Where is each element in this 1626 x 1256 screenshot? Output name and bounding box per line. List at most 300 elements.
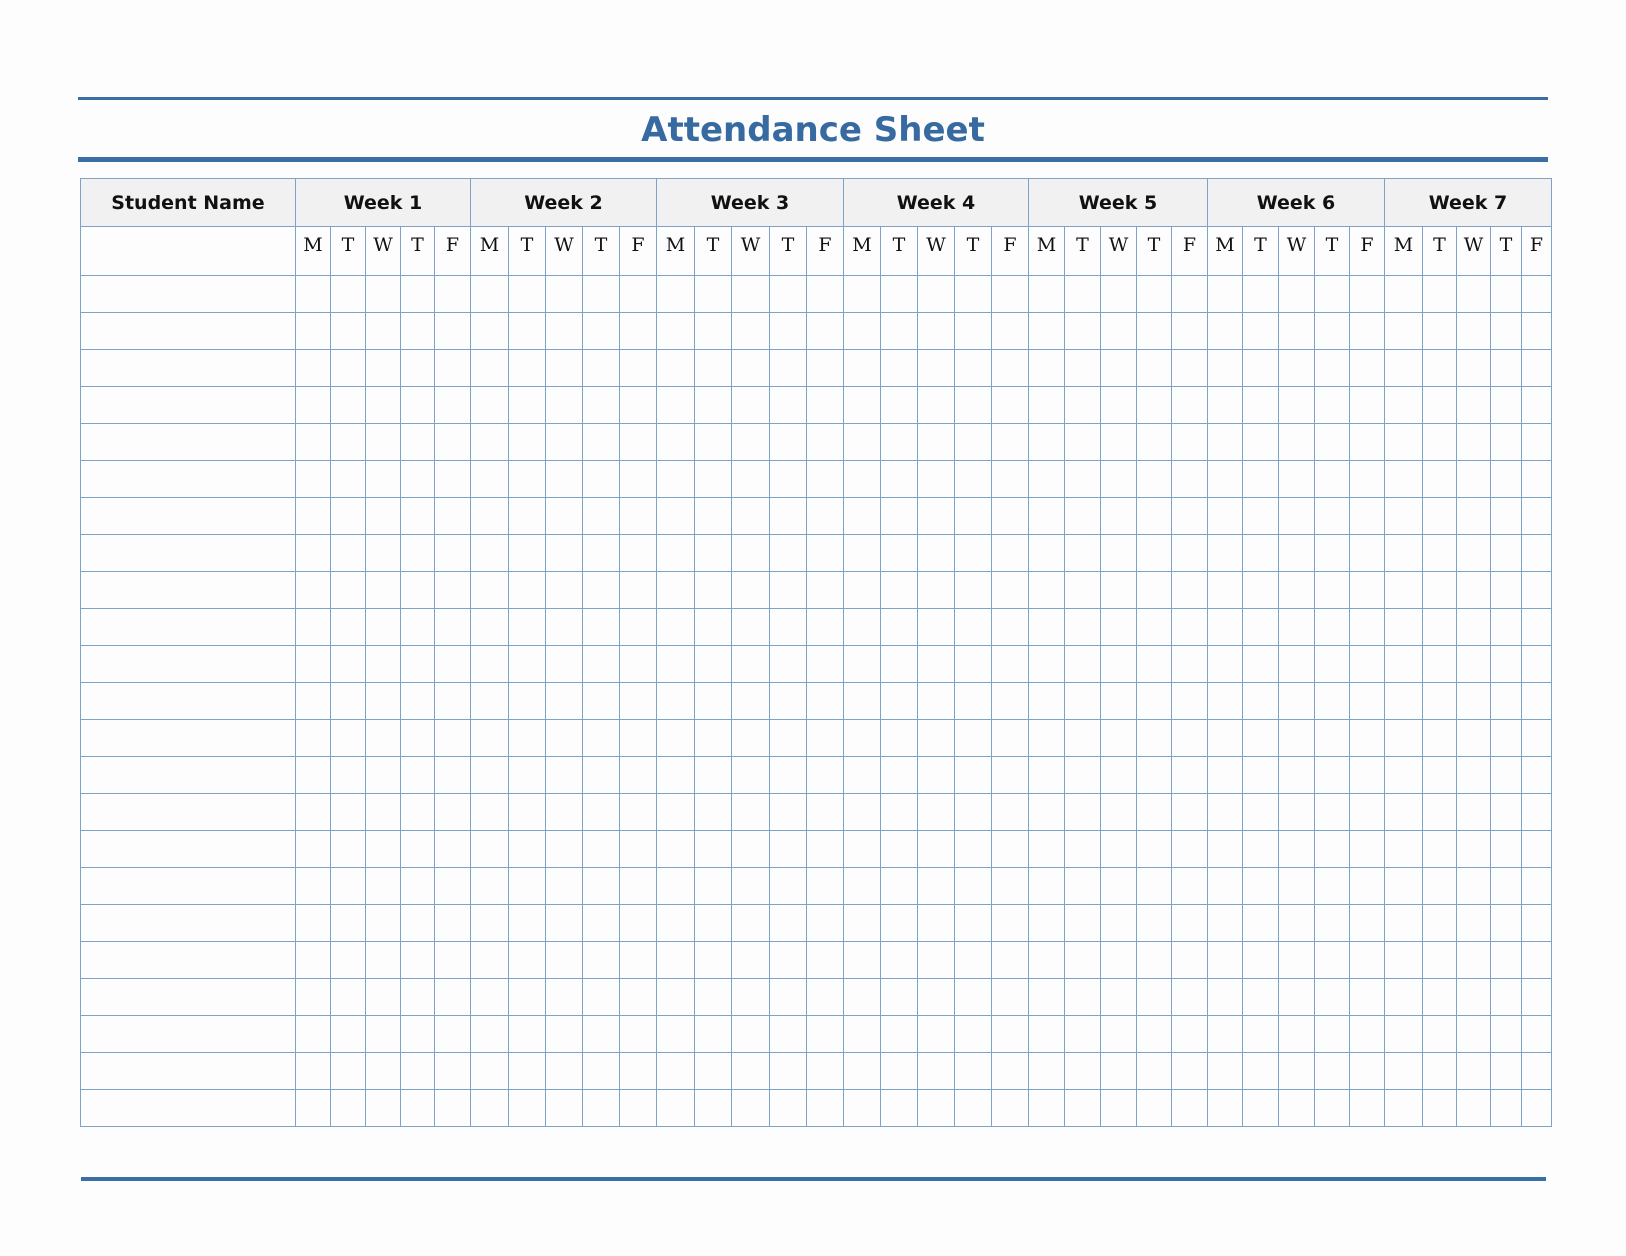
attendance-cell[interactable] bbox=[732, 461, 770, 498]
attendance-cell[interactable] bbox=[1243, 387, 1279, 424]
attendance-cell[interactable] bbox=[1350, 387, 1385, 424]
attendance-cell[interactable] bbox=[583, 276, 620, 313]
attendance-cell[interactable] bbox=[1350, 1053, 1385, 1090]
attendance-cell[interactable] bbox=[881, 757, 918, 794]
attendance-cell[interactable] bbox=[620, 1016, 657, 1053]
attendance-cell[interactable] bbox=[435, 535, 471, 572]
attendance-cell[interactable] bbox=[435, 387, 471, 424]
attendance-cell[interactable] bbox=[1279, 313, 1315, 350]
student-name-cell[interactable] bbox=[81, 535, 296, 572]
attendance-cell[interactable] bbox=[844, 757, 881, 794]
attendance-cell[interactable] bbox=[1423, 1053, 1457, 1090]
attendance-cell[interactable] bbox=[471, 905, 509, 942]
attendance-cell[interactable] bbox=[296, 646, 331, 683]
attendance-cell[interactable] bbox=[1279, 1090, 1315, 1127]
attendance-cell[interactable] bbox=[331, 794, 366, 831]
attendance-cell[interactable] bbox=[1208, 498, 1243, 535]
attendance-cell[interactable] bbox=[695, 646, 732, 683]
attendance-cell[interactable] bbox=[1315, 424, 1350, 461]
attendance-cell[interactable] bbox=[1101, 831, 1137, 868]
attendance-cell[interactable] bbox=[1137, 535, 1172, 572]
attendance-cell[interactable] bbox=[366, 424, 401, 461]
student-name-cell[interactable] bbox=[81, 609, 296, 646]
attendance-cell[interactable] bbox=[1101, 757, 1137, 794]
attendance-cell[interactable] bbox=[1385, 757, 1423, 794]
attendance-cell[interactable] bbox=[331, 276, 366, 313]
attendance-cell[interactable] bbox=[807, 1090, 844, 1127]
attendance-cell[interactable] bbox=[331, 868, 366, 905]
student-name-cell[interactable] bbox=[81, 387, 296, 424]
attendance-cell[interactable] bbox=[881, 831, 918, 868]
attendance-cell[interactable] bbox=[1522, 461, 1552, 498]
attendance-cell[interactable] bbox=[1315, 646, 1350, 683]
attendance-cell[interactable] bbox=[1491, 868, 1522, 905]
attendance-cell[interactable] bbox=[1315, 313, 1350, 350]
attendance-cell[interactable] bbox=[1315, 868, 1350, 905]
attendance-cell[interactable] bbox=[509, 424, 546, 461]
attendance-cell[interactable] bbox=[844, 498, 881, 535]
attendance-cell[interactable] bbox=[844, 276, 881, 313]
attendance-cell[interactable] bbox=[1137, 387, 1172, 424]
attendance-cell[interactable] bbox=[1423, 276, 1457, 313]
attendance-cell[interactable] bbox=[881, 720, 918, 757]
attendance-cell[interactable] bbox=[770, 979, 807, 1016]
attendance-cell[interactable] bbox=[435, 1090, 471, 1127]
attendance-cell[interactable] bbox=[992, 313, 1029, 350]
attendance-cell[interactable] bbox=[992, 461, 1029, 498]
attendance-cell[interactable] bbox=[1423, 461, 1457, 498]
attendance-cell[interactable] bbox=[1491, 757, 1522, 794]
attendance-cell[interactable] bbox=[657, 498, 695, 535]
attendance-cell[interactable] bbox=[770, 535, 807, 572]
attendance-cell[interactable] bbox=[918, 535, 955, 572]
attendance-cell[interactable] bbox=[546, 720, 583, 757]
attendance-cell[interactable] bbox=[807, 1053, 844, 1090]
attendance-cell[interactable] bbox=[657, 1016, 695, 1053]
attendance-cell[interactable] bbox=[1208, 387, 1243, 424]
attendance-cell[interactable] bbox=[732, 1090, 770, 1127]
attendance-cell[interactable] bbox=[1491, 1090, 1522, 1127]
attendance-cell[interactable] bbox=[657, 461, 695, 498]
attendance-cell[interactable] bbox=[471, 1016, 509, 1053]
attendance-cell[interactable] bbox=[1315, 1016, 1350, 1053]
attendance-cell[interactable] bbox=[657, 609, 695, 646]
attendance-cell[interactable] bbox=[807, 979, 844, 1016]
attendance-cell[interactable] bbox=[695, 498, 732, 535]
attendance-cell[interactable] bbox=[583, 868, 620, 905]
attendance-cell[interactable] bbox=[620, 276, 657, 313]
attendance-cell[interactable] bbox=[695, 905, 732, 942]
attendance-cell[interactable] bbox=[1137, 350, 1172, 387]
attendance-cell[interactable] bbox=[657, 757, 695, 794]
attendance-cell[interactable] bbox=[1137, 720, 1172, 757]
attendance-cell[interactable] bbox=[583, 683, 620, 720]
attendance-cell[interactable] bbox=[366, 535, 401, 572]
attendance-cell[interactable] bbox=[546, 535, 583, 572]
attendance-cell[interactable] bbox=[1522, 942, 1552, 979]
attendance-cell[interactable] bbox=[770, 461, 807, 498]
attendance-cell[interactable] bbox=[296, 387, 331, 424]
attendance-cell[interactable] bbox=[1457, 572, 1491, 609]
student-name-cell[interactable] bbox=[81, 1053, 296, 1090]
attendance-cell[interactable] bbox=[1457, 831, 1491, 868]
attendance-cell[interactable] bbox=[992, 720, 1029, 757]
attendance-cell[interactable] bbox=[807, 1016, 844, 1053]
attendance-cell[interactable] bbox=[1101, 1053, 1137, 1090]
attendance-cell[interactable] bbox=[331, 313, 366, 350]
attendance-cell[interactable] bbox=[583, 313, 620, 350]
attendance-cell[interactable] bbox=[1522, 1016, 1552, 1053]
attendance-cell[interactable] bbox=[331, 424, 366, 461]
attendance-cell[interactable] bbox=[1065, 609, 1101, 646]
attendance-cell[interactable] bbox=[296, 794, 331, 831]
attendance-cell[interactable] bbox=[1172, 794, 1208, 831]
attendance-cell[interactable] bbox=[770, 683, 807, 720]
attendance-cell[interactable] bbox=[366, 868, 401, 905]
attendance-cell[interactable] bbox=[1350, 683, 1385, 720]
attendance-cell[interactable] bbox=[296, 350, 331, 387]
attendance-cell[interactable] bbox=[1279, 609, 1315, 646]
attendance-cell[interactable] bbox=[471, 387, 509, 424]
attendance-cell[interactable] bbox=[509, 1016, 546, 1053]
attendance-cell[interactable] bbox=[695, 572, 732, 609]
attendance-cell[interactable] bbox=[770, 905, 807, 942]
attendance-cell[interactable] bbox=[366, 720, 401, 757]
attendance-cell[interactable] bbox=[657, 387, 695, 424]
attendance-cell[interactable] bbox=[1065, 683, 1101, 720]
attendance-cell[interactable] bbox=[657, 868, 695, 905]
attendance-cell[interactable] bbox=[1522, 387, 1552, 424]
attendance-cell[interactable] bbox=[401, 461, 435, 498]
attendance-cell[interactable] bbox=[546, 387, 583, 424]
attendance-cell[interactable] bbox=[1137, 831, 1172, 868]
attendance-cell[interactable] bbox=[1243, 609, 1279, 646]
attendance-cell[interactable] bbox=[695, 313, 732, 350]
attendance-cell[interactable] bbox=[296, 1053, 331, 1090]
attendance-cell[interactable] bbox=[657, 1053, 695, 1090]
attendance-cell[interactable] bbox=[1101, 387, 1137, 424]
attendance-cell[interactable] bbox=[807, 720, 844, 757]
attendance-cell[interactable] bbox=[1065, 498, 1101, 535]
attendance-cell[interactable] bbox=[881, 350, 918, 387]
attendance-cell[interactable] bbox=[296, 868, 331, 905]
attendance-cell[interactable] bbox=[1423, 720, 1457, 757]
attendance-cell[interactable] bbox=[695, 350, 732, 387]
student-name-cell[interactable] bbox=[81, 313, 296, 350]
attendance-cell[interactable] bbox=[1101, 276, 1137, 313]
attendance-cell[interactable] bbox=[1065, 868, 1101, 905]
attendance-cell[interactable] bbox=[509, 461, 546, 498]
attendance-cell[interactable] bbox=[1315, 498, 1350, 535]
attendance-cell[interactable] bbox=[881, 498, 918, 535]
attendance-cell[interactable] bbox=[657, 942, 695, 979]
student-name-cell[interactable] bbox=[81, 683, 296, 720]
attendance-cell[interactable] bbox=[1065, 461, 1101, 498]
attendance-cell[interactable] bbox=[1279, 572, 1315, 609]
attendance-cell[interactable] bbox=[620, 683, 657, 720]
attendance-cell[interactable] bbox=[435, 1016, 471, 1053]
attendance-cell[interactable] bbox=[992, 609, 1029, 646]
attendance-cell[interactable] bbox=[992, 276, 1029, 313]
attendance-cell[interactable] bbox=[1172, 387, 1208, 424]
attendance-cell[interactable] bbox=[881, 1090, 918, 1127]
attendance-cell[interactable] bbox=[807, 424, 844, 461]
attendance-cell[interactable] bbox=[695, 757, 732, 794]
attendance-cell[interactable] bbox=[844, 461, 881, 498]
attendance-cell[interactable] bbox=[955, 535, 992, 572]
attendance-cell[interactable] bbox=[331, 831, 366, 868]
attendance-cell[interactable] bbox=[1522, 757, 1552, 794]
attendance-cell[interactable] bbox=[1172, 905, 1208, 942]
attendance-cell[interactable] bbox=[955, 276, 992, 313]
attendance-cell[interactable] bbox=[844, 1053, 881, 1090]
attendance-cell[interactable] bbox=[296, 276, 331, 313]
attendance-cell[interactable] bbox=[1491, 720, 1522, 757]
attendance-cell[interactable] bbox=[1423, 831, 1457, 868]
attendance-cell[interactable] bbox=[1457, 794, 1491, 831]
attendance-cell[interactable] bbox=[1423, 794, 1457, 831]
attendance-cell[interactable] bbox=[471, 720, 509, 757]
attendance-cell[interactable] bbox=[918, 387, 955, 424]
attendance-cell[interactable] bbox=[1029, 868, 1065, 905]
attendance-cell[interactable] bbox=[401, 1090, 435, 1127]
attendance-cell[interactable] bbox=[546, 757, 583, 794]
attendance-cell[interactable] bbox=[918, 1090, 955, 1127]
attendance-cell[interactable] bbox=[657, 313, 695, 350]
attendance-cell[interactable] bbox=[1491, 424, 1522, 461]
attendance-cell[interactable] bbox=[1279, 905, 1315, 942]
attendance-cell[interactable] bbox=[366, 942, 401, 979]
attendance-cell[interactable] bbox=[1208, 572, 1243, 609]
attendance-cell[interactable] bbox=[1385, 720, 1423, 757]
attendance-cell[interactable] bbox=[770, 1016, 807, 1053]
attendance-cell[interactable] bbox=[881, 276, 918, 313]
attendance-cell[interactable] bbox=[992, 535, 1029, 572]
attendance-cell[interactable] bbox=[401, 535, 435, 572]
attendance-cell[interactable] bbox=[1029, 535, 1065, 572]
attendance-cell[interactable] bbox=[435, 831, 471, 868]
attendance-cell[interactable] bbox=[1137, 683, 1172, 720]
attendance-cell[interactable] bbox=[296, 572, 331, 609]
attendance-cell[interactable] bbox=[509, 683, 546, 720]
attendance-cell[interactable] bbox=[1457, 461, 1491, 498]
attendance-cell[interactable] bbox=[955, 461, 992, 498]
attendance-cell[interactable] bbox=[1172, 276, 1208, 313]
attendance-cell[interactable] bbox=[401, 572, 435, 609]
attendance-cell[interactable] bbox=[1315, 794, 1350, 831]
attendance-cell[interactable] bbox=[657, 831, 695, 868]
attendance-cell[interactable] bbox=[331, 757, 366, 794]
attendance-cell[interactable] bbox=[1101, 905, 1137, 942]
attendance-cell[interactable] bbox=[657, 794, 695, 831]
attendance-cell[interactable] bbox=[620, 461, 657, 498]
attendance-cell[interactable] bbox=[1101, 535, 1137, 572]
attendance-cell[interactable] bbox=[401, 424, 435, 461]
attendance-cell[interactable] bbox=[471, 535, 509, 572]
attendance-cell[interactable] bbox=[1065, 313, 1101, 350]
attendance-cell[interactable] bbox=[992, 1090, 1029, 1127]
attendance-cell[interactable] bbox=[583, 387, 620, 424]
attendance-cell[interactable] bbox=[1423, 646, 1457, 683]
attendance-cell[interactable] bbox=[1522, 905, 1552, 942]
attendance-cell[interactable] bbox=[1423, 683, 1457, 720]
attendance-cell[interactable] bbox=[583, 498, 620, 535]
attendance-cell[interactable] bbox=[401, 757, 435, 794]
attendance-cell[interactable] bbox=[1522, 831, 1552, 868]
attendance-cell[interactable] bbox=[1208, 609, 1243, 646]
attendance-cell[interactable] bbox=[401, 646, 435, 683]
attendance-cell[interactable] bbox=[1243, 1053, 1279, 1090]
attendance-cell[interactable] bbox=[918, 831, 955, 868]
attendance-cell[interactable] bbox=[1172, 720, 1208, 757]
attendance-cell[interactable] bbox=[366, 276, 401, 313]
attendance-cell[interactable] bbox=[1029, 387, 1065, 424]
attendance-cell[interactable] bbox=[1279, 757, 1315, 794]
attendance-cell[interactable] bbox=[620, 535, 657, 572]
attendance-cell[interactable] bbox=[1491, 646, 1522, 683]
attendance-cell[interactable] bbox=[471, 979, 509, 1016]
attendance-cell[interactable] bbox=[509, 794, 546, 831]
attendance-cell[interactable] bbox=[435, 572, 471, 609]
attendance-cell[interactable] bbox=[955, 1053, 992, 1090]
attendance-cell[interactable] bbox=[1350, 461, 1385, 498]
attendance-cell[interactable] bbox=[657, 350, 695, 387]
attendance-cell[interactable] bbox=[695, 1053, 732, 1090]
attendance-cell[interactable] bbox=[918, 979, 955, 1016]
attendance-cell[interactable] bbox=[1491, 461, 1522, 498]
attendance-cell[interactable] bbox=[509, 609, 546, 646]
attendance-cell[interactable] bbox=[583, 831, 620, 868]
attendance-cell[interactable] bbox=[657, 979, 695, 1016]
attendance-cell[interactable] bbox=[807, 831, 844, 868]
attendance-cell[interactable] bbox=[620, 794, 657, 831]
attendance-cell[interactable] bbox=[583, 572, 620, 609]
attendance-cell[interactable] bbox=[657, 720, 695, 757]
attendance-cell[interactable] bbox=[1208, 905, 1243, 942]
attendance-cell[interactable] bbox=[657, 646, 695, 683]
attendance-cell[interactable] bbox=[1315, 276, 1350, 313]
attendance-cell[interactable] bbox=[620, 1053, 657, 1090]
student-name-cell[interactable] bbox=[81, 794, 296, 831]
attendance-cell[interactable] bbox=[807, 350, 844, 387]
attendance-cell[interactable] bbox=[296, 942, 331, 979]
attendance-cell[interactable] bbox=[844, 609, 881, 646]
attendance-cell[interactable] bbox=[583, 794, 620, 831]
attendance-cell[interactable] bbox=[401, 1016, 435, 1053]
attendance-cell[interactable] bbox=[509, 831, 546, 868]
attendance-cell[interactable] bbox=[331, 720, 366, 757]
attendance-cell[interactable] bbox=[1065, 1016, 1101, 1053]
attendance-cell[interactable] bbox=[881, 387, 918, 424]
attendance-cell[interactable] bbox=[509, 646, 546, 683]
attendance-cell[interactable] bbox=[366, 313, 401, 350]
attendance-cell[interactable] bbox=[1172, 350, 1208, 387]
attendance-cell[interactable] bbox=[918, 572, 955, 609]
attendance-cell[interactable] bbox=[583, 1090, 620, 1127]
attendance-cell[interactable] bbox=[1423, 424, 1457, 461]
attendance-cell[interactable] bbox=[1457, 313, 1491, 350]
attendance-cell[interactable] bbox=[1279, 942, 1315, 979]
attendance-cell[interactable] bbox=[1029, 609, 1065, 646]
attendance-cell[interactable] bbox=[1491, 794, 1522, 831]
attendance-cell[interactable] bbox=[1065, 1053, 1101, 1090]
attendance-cell[interactable] bbox=[435, 794, 471, 831]
attendance-cell[interactable] bbox=[331, 646, 366, 683]
attendance-cell[interactable] bbox=[331, 1016, 366, 1053]
attendance-cell[interactable] bbox=[1208, 350, 1243, 387]
attendance-cell[interactable] bbox=[881, 683, 918, 720]
attendance-cell[interactable] bbox=[1208, 794, 1243, 831]
attendance-cell[interactable] bbox=[1457, 757, 1491, 794]
attendance-cell[interactable] bbox=[471, 831, 509, 868]
attendance-cell[interactable] bbox=[732, 276, 770, 313]
attendance-cell[interactable] bbox=[1350, 276, 1385, 313]
attendance-cell[interactable] bbox=[1137, 794, 1172, 831]
attendance-cell[interactable] bbox=[657, 905, 695, 942]
attendance-cell[interactable] bbox=[732, 979, 770, 1016]
attendance-cell[interactable] bbox=[1279, 868, 1315, 905]
attendance-cell[interactable] bbox=[546, 350, 583, 387]
attendance-cell[interactable] bbox=[844, 683, 881, 720]
attendance-cell[interactable] bbox=[401, 794, 435, 831]
attendance-cell[interactable] bbox=[620, 498, 657, 535]
attendance-cell[interactable] bbox=[1208, 868, 1243, 905]
attendance-cell[interactable] bbox=[1172, 868, 1208, 905]
attendance-cell[interactable] bbox=[770, 424, 807, 461]
attendance-cell[interactable] bbox=[1315, 979, 1350, 1016]
attendance-cell[interactable] bbox=[296, 683, 331, 720]
attendance-cell[interactable] bbox=[1243, 942, 1279, 979]
attendance-cell[interactable] bbox=[1385, 905, 1423, 942]
attendance-cell[interactable] bbox=[331, 1053, 366, 1090]
attendance-cell[interactable] bbox=[1457, 535, 1491, 572]
attendance-cell[interactable] bbox=[695, 1090, 732, 1127]
attendance-cell[interactable] bbox=[1243, 461, 1279, 498]
attendance-cell[interactable] bbox=[732, 609, 770, 646]
attendance-cell[interactable] bbox=[366, 905, 401, 942]
attendance-cell[interactable] bbox=[1315, 720, 1350, 757]
attendance-cell[interactable] bbox=[620, 979, 657, 1016]
attendance-cell[interactable] bbox=[471, 646, 509, 683]
attendance-cell[interactable] bbox=[1279, 720, 1315, 757]
attendance-cell[interactable] bbox=[435, 720, 471, 757]
attendance-cell[interactable] bbox=[695, 387, 732, 424]
attendance-cell[interactable] bbox=[1065, 720, 1101, 757]
attendance-cell[interactable] bbox=[471, 942, 509, 979]
attendance-cell[interactable] bbox=[435, 646, 471, 683]
attendance-cell[interactable] bbox=[1065, 572, 1101, 609]
attendance-cell[interactable] bbox=[955, 1090, 992, 1127]
attendance-cell[interactable] bbox=[1491, 683, 1522, 720]
attendance-cell[interactable] bbox=[1491, 979, 1522, 1016]
attendance-cell[interactable] bbox=[881, 535, 918, 572]
attendance-cell[interactable] bbox=[1350, 424, 1385, 461]
attendance-cell[interactable] bbox=[992, 572, 1029, 609]
attendance-cell[interactable] bbox=[1208, 646, 1243, 683]
attendance-cell[interactable] bbox=[583, 720, 620, 757]
attendance-cell[interactable] bbox=[1522, 609, 1552, 646]
attendance-cell[interactable] bbox=[401, 720, 435, 757]
attendance-cell[interactable] bbox=[1315, 942, 1350, 979]
attendance-cell[interactable] bbox=[509, 276, 546, 313]
attendance-cell[interactable] bbox=[296, 905, 331, 942]
attendance-cell[interactable] bbox=[1065, 905, 1101, 942]
attendance-cell[interactable] bbox=[583, 646, 620, 683]
attendance-cell[interactable] bbox=[1208, 683, 1243, 720]
attendance-cell[interactable] bbox=[918, 942, 955, 979]
attendance-cell[interactable] bbox=[331, 905, 366, 942]
student-name-cell[interactable] bbox=[81, 831, 296, 868]
